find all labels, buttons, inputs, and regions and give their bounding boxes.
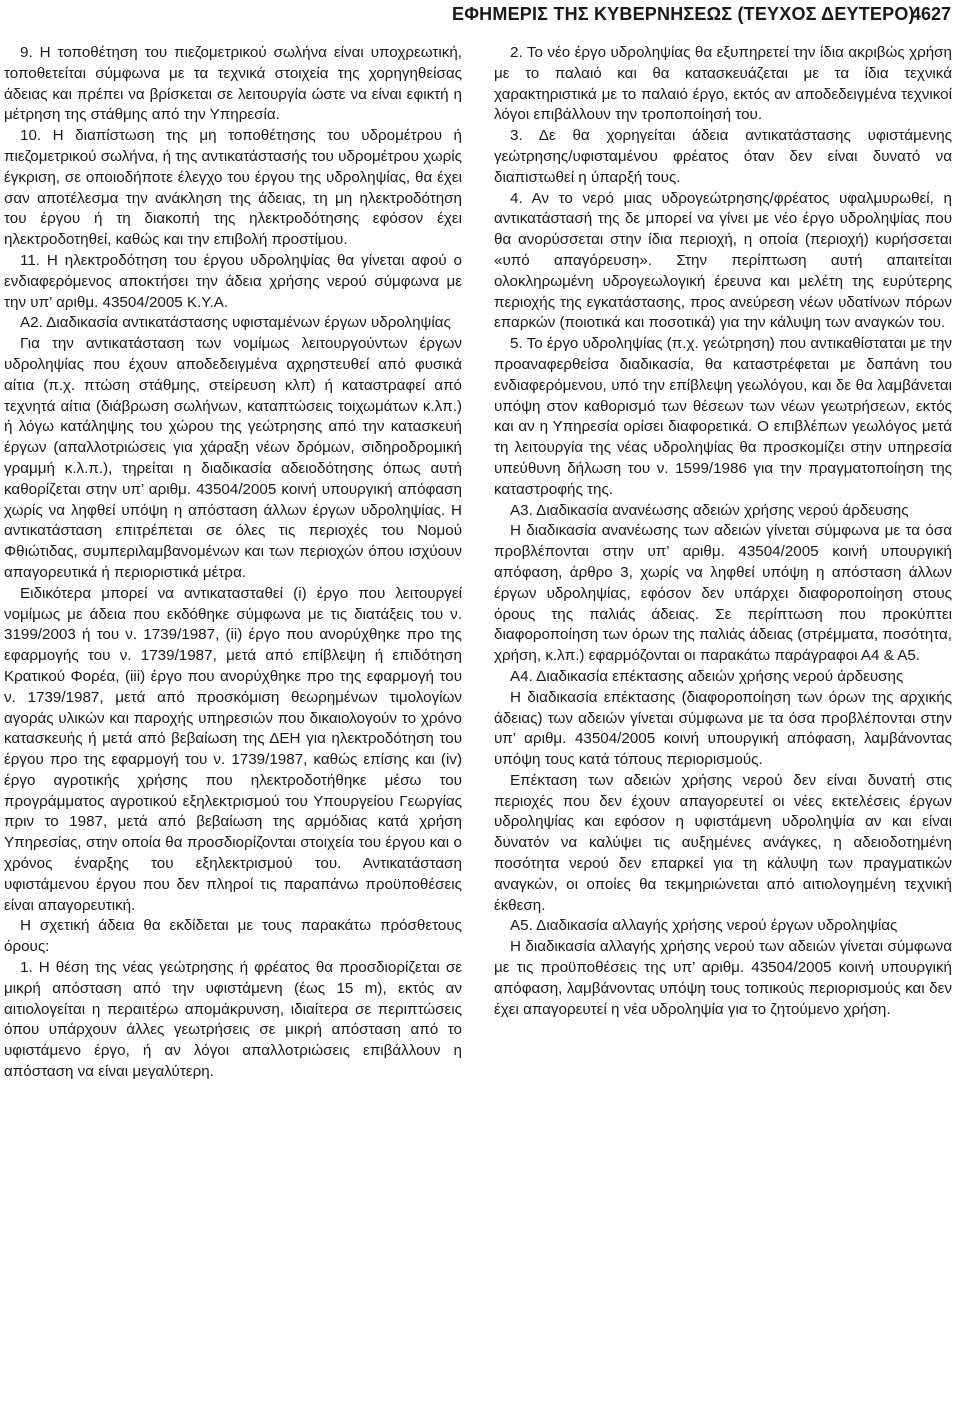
paragraph-a3: Η διαδικασία ανανέωσης των αδειών γίνεται σύμφωνα με τα όσα προβλέπονται στην υπ’ αριθμ. 43504/2005 κοινή υπουργική απόφαση, άρθρο 3, χωρίς να ληφθεί υπόψη η απόσταση άλλων έργων υδροληψίας, εφόσον δεν υπάρχει διαφοροποίηση στους όρους της παλιάς άδειας. Σε περίπτωση που προκύπτει διαφοροποίηση των όρων της παλιάς άδειας (στρέμματα, ποσότητα, χρήση, κ.λπ.) εφαρμόζονται οι παρακάτω παράγραφοι Α4 & Α5. — [494, 522, 952, 665]
right-column — [494, 43, 952, 1020]
section-heading-a4: Α4. Διαδικασία επέκτασης αδειών χρήσης νερού άρδευσης — [510, 667, 904, 685]
gazette-title: ΕΦΗΜΕΡΙΣ ΤΗΣ ΚΥΒΕΡΝΗΣΕΩΣ (ΤΕΥΧΟΣ ΔΕΥΤΕΡΟ) — [452, 4, 915, 24]
section-heading-a5: Α5. Διαδικασία αλλαγής χρήσης νερού έργων υδροληψίας — [510, 917, 898, 935]
paragraph-a2-intro: Για την αντικατάσταση των νομίμως λειτουργούντων έργων υδροληψίας που έχουν αποδεδειγμένα αχρηστευθεί από φυσικά αίτια (π.χ. πτώση στάθμης, στείρευση κλπ) ή καταστραφεί από τεχνητά αίτια (διάβρωση σωλήνων, καταπτώσεις τοιχωμάτων κ.λπ.) ή λόγω κατάληψης του χώρου της γεώτρησης από την κατασκευή έργων (απαλλοτριώσεις για χάραξη νέων δρόμων, σιδηροδρομική γραμμή κ.λ.π.), τηρείται η διαδικασία αδειοδότησης όπως αυτή καθορίζεται στην υπ’ αριθμ. 43504/2005 κοινή υπουργική απόφαση χωρίς να ληφθεί υπόψη η απόσταση άλλων έργων υδροληψίας. Η αντικατάσταση επιτρέπεται σε όλες τις περιοχές του Νομού Φθιώτιδας, συμπεριλαμβανομένων και των περιοχών όπου ισχύουν απαγορευτικά ή περιοριστικά μέτρα. — [4, 335, 462, 581]
paragraph-term-5: 5. Το έργο υδροληψίας (π.χ. γεώτρηση) που αντικαθίσταται με την προαναφερθείσα διαδικασία, θα καταστρέφεται με δαπάνη του ενδιαφερόμενου, υπό την επίβλεψη γεωλόγου, και δε θα λαμβάνεται υπόψη στον καθορισμό των θέσεων των νέων γεωτρήσεων, εκτός και αν η Υπηρεσία ορίσει διαφορετικά. Ο επιβλέπων γεωλόγος μετά τη λειτουργία της νέας υδροληψίας θα προσκομίζει στην υπηρεσία υπεύθυνη δήλωση του ν. 1599/1986 για την πραγματοποίηση της καταστροφής της. — [494, 335, 952, 498]
paragraph-a2-details: Ειδικότερα μπορεί να αντικατασταθεί (i) έργο που λειτουργεί νομίμως με άδεια που εκδόθηκε σύμφωνα με τις διατάξεις του ν. 3199/2003 ή του ν. 1739/1987, (ii) έργο που ανορύχθηκε προ της εφαρμογής του ν. 1739/1987, μετά από επίβλεψη ή επιδότηση Κρατικού Φορέα, (iii) έργο που ανορύχθηκε προ της εφαρμογή του ν. 1739/1987, μετά από προσκόμιση θεωρημένων τιμολογίων αγοράς υλικών και παροχής υπηρεσιών που δικαιολογούν το χρόνο κατασκευής ή μετά από βεβαίωση της ΔΕΗ για ηλεκτροδότηση του έργου προ της εφαρμογή του ν. 1739/1987, καθώς επίσης και (iv) έργο αγροτικής χρήσης που ηλεκτροδοτήθηκε μέσω του προγράμματος αγροτικού εξηλεκτρισμού του Υπουργείου Γεωργίας πριν το 1987, μετά από βεβαίωση της αρμόδιας κατά χρήση Υπηρεσίας, στην οποία θα προσδιορίζονται στοιχεία του έργου και ο χρόνος έναρξης του εξηλεκτρισμού του. Αντικατάσταση υφιστάμενου έργου που δεν πληροί τις παραπάνω προϋποθέσεις είναι απαγορευτική. — [4, 584, 462, 914]
paragraph-a4-extension: Επέκταση των αδειών χρήσης νερού δεν είναι δυνατή στις περιοχές που δεν έχουν απαγορευτεί οι νέες εκτελέσεις έργων υδροληψίας και εφόσον η υφιστάμενη υδροληψία αν και είναι δυνατόν να καλύψει τις αυξημένες ανάγκες, η αδειοδοτημένη ποσότητα νερού δεν επαρκεί για τη κάλυψη των πραγματικών αναγκών, οι οποίες θα τεκμηριώνεται από αιτιολογημένη τεχνική έκθεση. — [494, 771, 952, 914]
paragraph-term-4: 4. Αν το νερό μιας υδρογεώτρησης/φρέατος υφαλμυρωθεί, η αντικατάστασή της δε μπορεί να γίνει με νέο έργο υδροληψίας που θα ανορύσσεται στην ίδια περιοχή, η οποία (περιοχή) κυρήσσεται «υπό απαγόρευση». Στην περίπτωση αυτή απαιτείται ολοκληρωμένη υδρογεωλογική έρευνα και μελέτη της ευρύτερης περιοχής της εγκατάστασης, προς ανεύρεση νέων υδατίνων πόρων επαρκών (ποιοτικά και ποσοτικά) για την κάλυψη των αναγκών του. — [494, 189, 952, 332]
paragraph-11: 11. Η ηλεκτροδότηση του έργου υδροληψίας θα γίνεται αφού ο ενδιαφερόμενος αποκτήσει την άδεια χρήσης νερού σύμφωνα με την υπ’ αριθμ. 43504/2005 Κ.Υ.Α. — [4, 251, 462, 311]
page-number: 4627 — [910, 4, 951, 24]
paragraph-term-3: 3. Δε θα χορηγείται άδεια αντικατάστασης υφιστάμενης γεώτρησης/υφισταμένου φρέατος όταν δεν είναι δυνατό να διαπιστωθεί η ύπαρξή τους. — [494, 127, 952, 186]
paragraph-10: 10. Η διαπίστωση της μη τοποθέτησης του υδρομέτρου ή πιεζομετρικού σωλήνα, ή της αντικατάστασής του υδρομέτρου χωρίς έγκριση, σε οποιοδήποτε έλεγχο του έργου της υδροληψίας, θα έχει σαν αποτέλεσμα την ανάκληση της άδειας, τη μη ηλεκτροδότηση του έργου ή τη διακοπή της ηλεκτροδότησης εφόσον έχει ηλεκτροδοτηθεί, καθώς και την επιβολή προστίμου. — [4, 127, 462, 249]
paragraph-a5: Η διαδικασία αλλαγής χρήσης νερού των αδειών γίνεται σύμφωνα με τις προϋποθέσεις της υπ’ αριθμ. 43504/2005 κοινή υπουργική απόφαση, λαμβάνοντας υπόψη τους τοπικούς περιορισμούς και δεν έχει απαγορευτεί η νέα υδροληψία για το ζητούμενο χρήση. — [494, 938, 952, 1018]
paragraph-a4: Η διαδικασία επέκτασης (διαφοροποίηση των όρων της αρχικής άδειας) των αδειών γίνεται σύμφωνα με τα όσα προβλέπονται στην υπ’ αριθμ. 43504/2005 κοινή υπουργική απόφαση, λαμβάνοντας υπόψη τους κατά τόπους περιορισμούς. — [494, 688, 952, 769]
section-heading-a3: Α3. Διαδικασία ανανέωσης αδειών χρήσης νερού άρδευσης — [510, 501, 909, 519]
paragraph-term-1: 1. Η θέση της νέας γεώτρησης ή φρέατος θα προσδιορίζεται σε μικρή απόσταση από την υφιστάμενη (έως 15 m), εκτός αν αιτιολογείται η περαιτέρω απομάκρυνση, ιδιαίτερα σε περιπτώσεις όπου υπάρχουν άλλες γεωτρήσεις σε μικρή απόσταση από το υφιστάμενο έργο, ή αν λόγοι απαλλοτριώσεις επιβάλλουν η απόσταση να είναι μεγαλύτερη. — [4, 959, 462, 1081]
paragraph-9: 9. Η τοποθέτηση του πιεζομετρικού σωλήνα είναι υποχρεωτική, τοποθετείται σύμφωνα με τα τεχνικά στοιχεία της χορηγηθείσας άδειας και πρέπει να βρίσκεται σε λειτουργία ώστε να είναι εφικτή η μέτρηση της στάθμης από την Υπηρεσία. — [4, 44, 462, 124]
page-header — [0, 0, 960, 32]
paragraph-term-2: 2. Το νέο έργο υδροληψίας θα εξυπηρετεί την ίδια ακριβώς χρήση με το παλαιό και θα κατασκευάζεται με τα ίδια τεχνικά χαρακτηριστικά με το παλαιό έργο, εκτός αν αποδεδειγμένα τεχνικοί λόγοι επιβάλλουν την τροποποίησή του. — [494, 44, 952, 124]
paragraph-a2-terms: Η σχετική άδεια θα εκδίδεται με τους παρακάτω πρόσθετους όρους: — [4, 917, 462, 956]
section-heading-a2: Α2. Διαδικασία αντικατάστασης υφισταμένων έργων υδροληψίας — [20, 314, 451, 332]
left-column — [4, 43, 462, 1083]
